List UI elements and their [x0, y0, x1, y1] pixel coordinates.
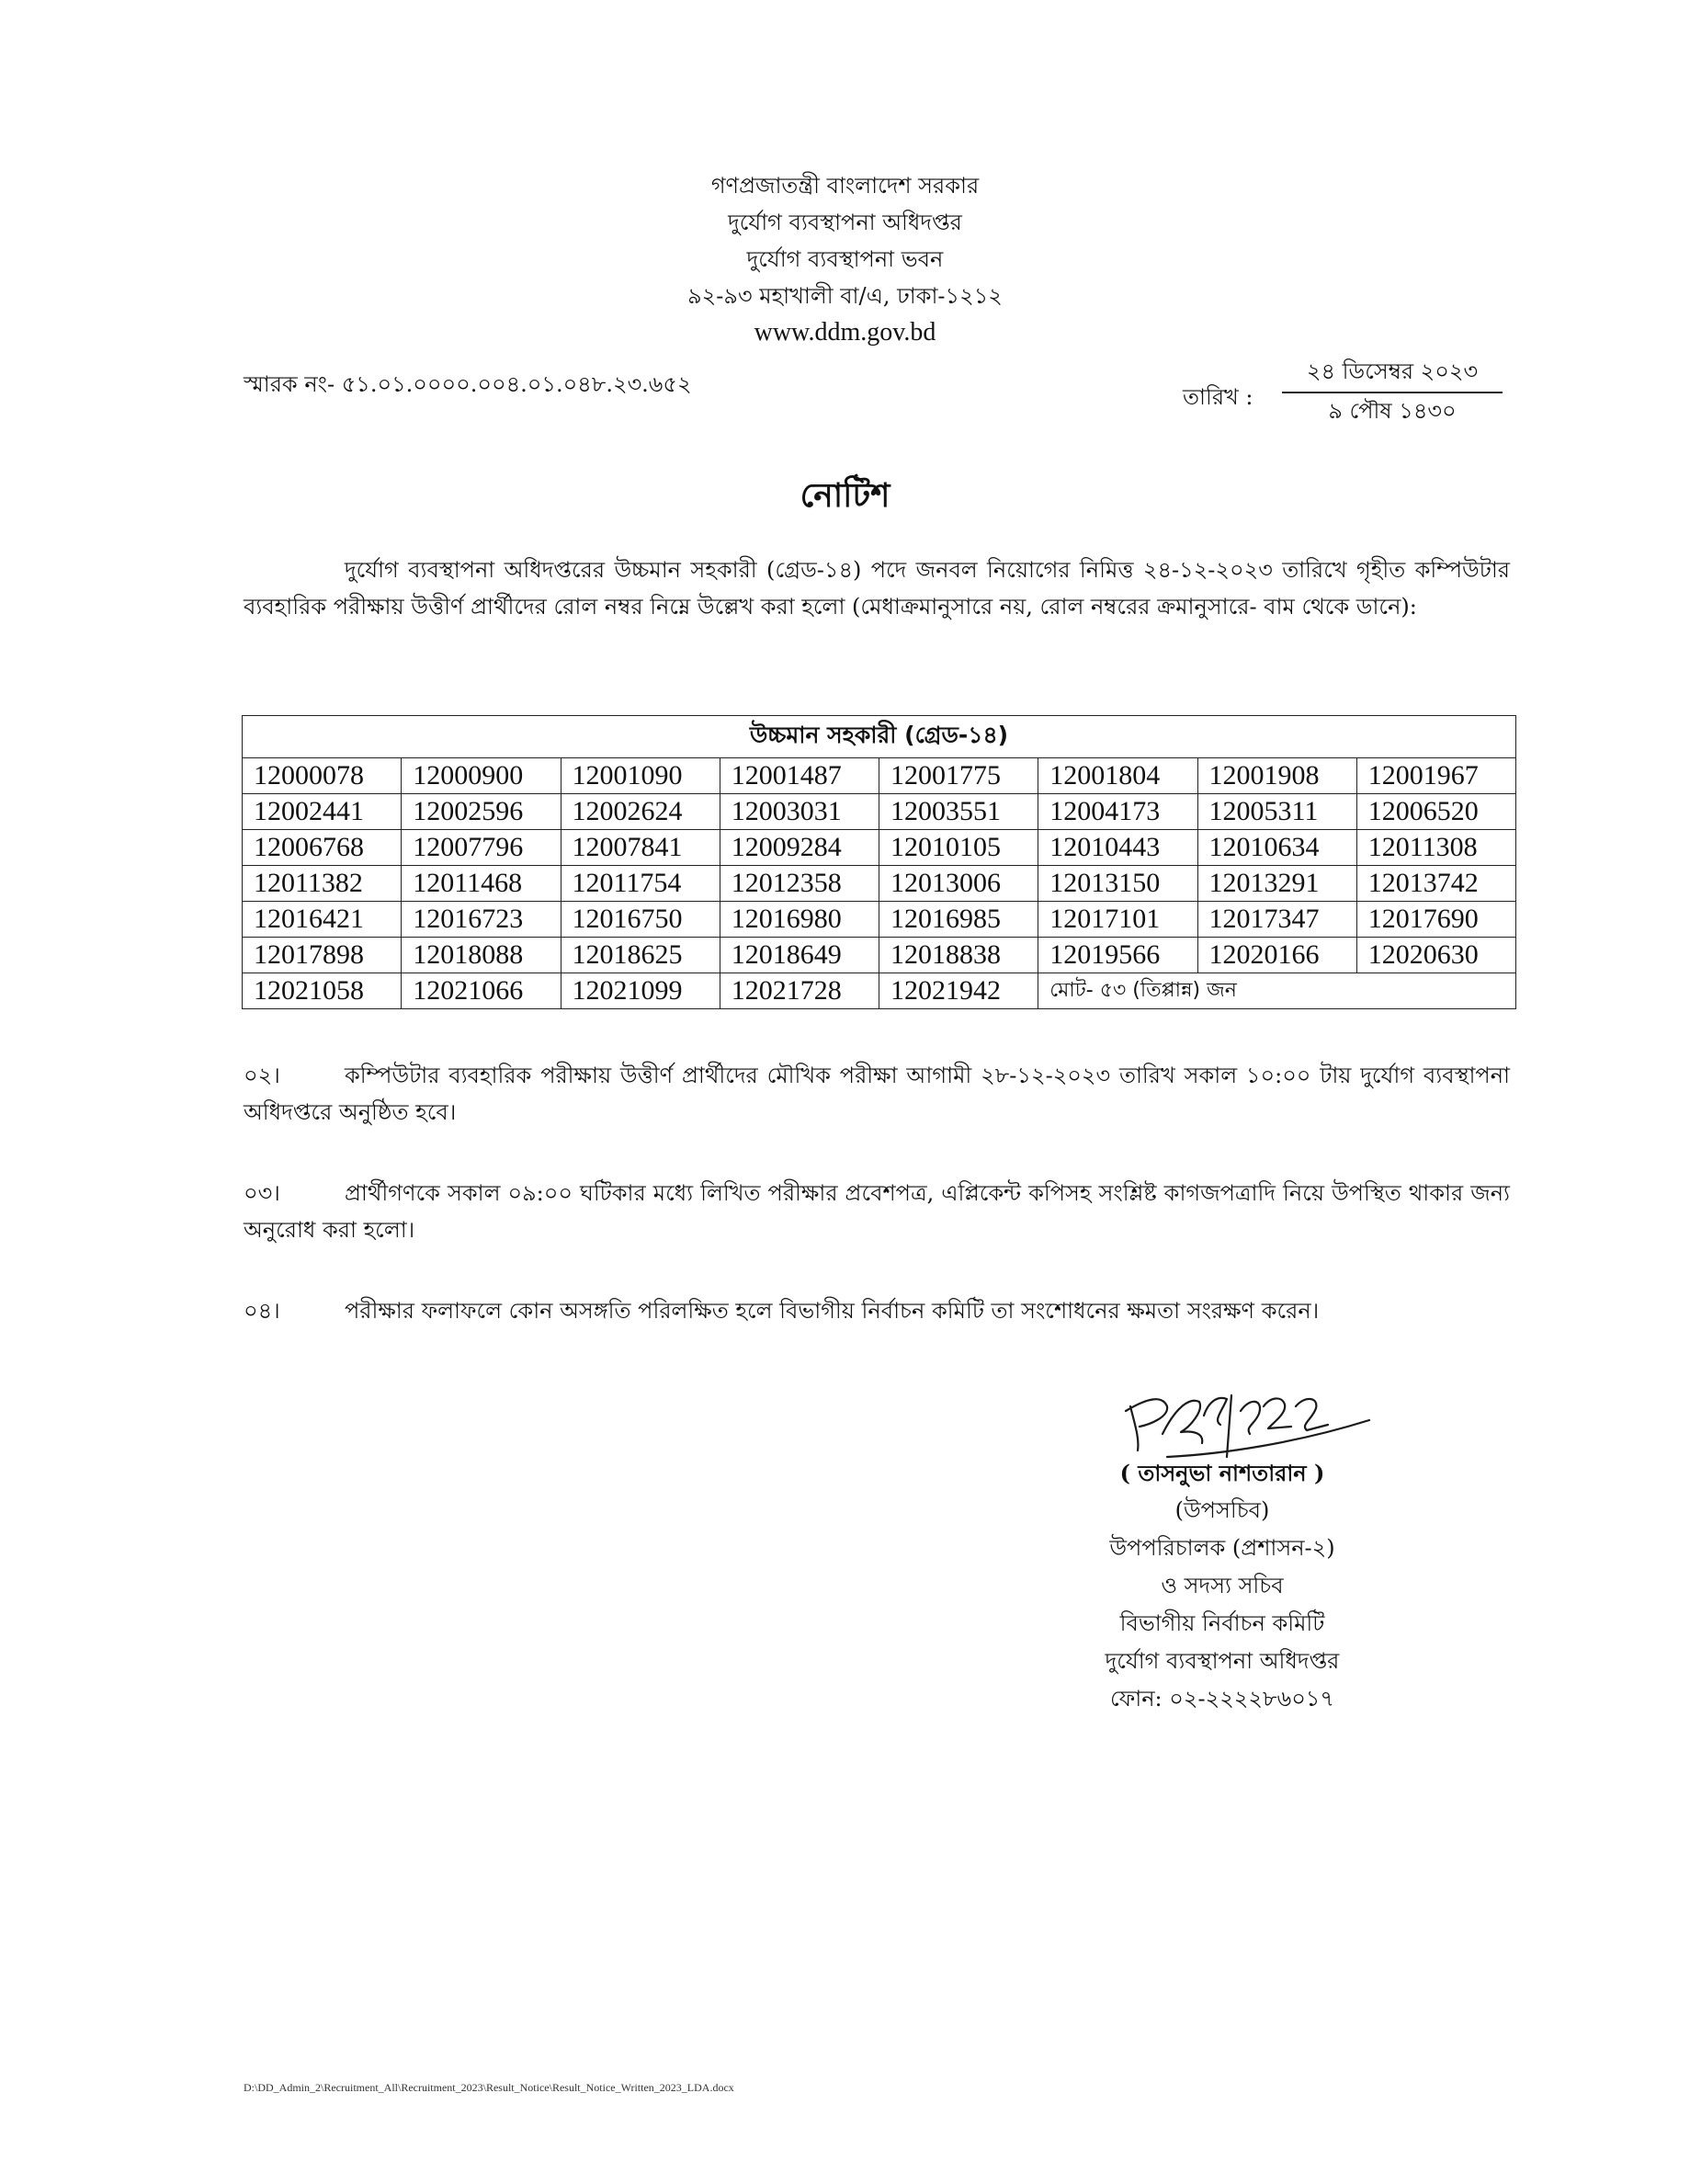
roll-number-cell: 12013742: [1356, 866, 1515, 902]
total-count-cell: মোট- ৫৩ (তিপ্পান্ন) জন: [1038, 973, 1516, 1009]
roll-number-cell: 12016750: [561, 902, 720, 938]
table-row: [243, 794, 1516, 830]
date-label: তারিখ :: [1183, 384, 1253, 410]
table-row: [243, 938, 1516, 973]
point-number: ০২।: [244, 1063, 280, 1088]
table-row: [243, 866, 1516, 902]
roll-number-cell: 12019566: [1038, 938, 1197, 973]
roll-number-cell: 12010443: [1038, 830, 1197, 866]
signatory-committee: বিভাগীয় নির্বাচন কমিটি: [1119, 1610, 1325, 1636]
roll-number-cell: 12018088: [402, 938, 561, 973]
roll-number-cell: 12001090: [561, 758, 720, 794]
roll-number-cell: 12013291: [1197, 866, 1356, 902]
signatory-phone: ফোন: ০২-২২২২৮৬০১৭: [1110, 1686, 1334, 1712]
roll-number-cell: 12010634: [1197, 830, 1356, 866]
roll-number-cell: 12001804: [1038, 758, 1197, 794]
roll-number-cell: 12021099: [561, 973, 720, 1009]
roll-number-cell: 12003551: [879, 794, 1038, 830]
point-04: [244, 1292, 1510, 1329]
table-row: [243, 758, 1516, 794]
roll-number-cell: 12021058: [243, 973, 402, 1009]
roll-number-cell: 12017898: [243, 938, 402, 973]
roll-number-cell: 12005311: [1197, 794, 1356, 830]
roll-number-cell: 12017101: [1038, 902, 1197, 938]
roll-number-cell: 12013150: [1038, 866, 1197, 902]
roll-number-cell: 12000078: [243, 758, 402, 794]
roll-number-cell: 12017347: [1197, 902, 1356, 938]
roll-number-cell: 12018625: [561, 938, 720, 973]
table-body: [243, 758, 1516, 1009]
roll-number-cell: 12013006: [879, 866, 1038, 902]
signatory-office: দুর্যোগ ব্যবস্থাপনা অধিদপ্তর: [1105, 1648, 1340, 1674]
roll-number-cell: 12007841: [561, 830, 720, 866]
roll-number-cell: 12020630: [1356, 938, 1515, 973]
roll-number-cell: 12016723: [402, 902, 561, 938]
point-text: প্রার্থীগণকে সকাল ০৯:০০ ঘটিকার মধ্যে লিখিত পরীক্ষার প্রবেশপত্র, এপ্লিকেন্ট কপিসহ সংশ্লিষ্ট কাগজপত্রাদি নিয়ে উপস্থিত থাকার জন্য অনুরোধ করা হলো।: [244, 1180, 1510, 1243]
table-row: [243, 830, 1516, 866]
notice-title: নোটিশ: [800, 476, 890, 515]
memo-number: স্মারক নং- ৫১.০১.০০০০.০০৪.০১.০৪৮.২৩.৬৫২: [244, 371, 692, 397]
signatory-name: ( তাসনুভা নাশতারান ): [1119, 1460, 1325, 1486]
roll-number-cell: 12021728: [720, 973, 879, 1009]
government-name: গণপ্রজাতন্ত্রী বাংলাদেশ সরকার: [710, 173, 980, 199]
date-bangla: ৯ পৌষ ১৪৩০: [1328, 398, 1457, 424]
table-row: [243, 973, 1516, 1009]
roll-number-cell: 12004173: [1038, 794, 1197, 830]
signatory-designation: উপপরিচালক (প্রশাসন-২): [1109, 1535, 1335, 1561]
roll-number-cell: 12011382: [243, 866, 402, 902]
roll-number-cell: 12012358: [720, 866, 879, 902]
point-02: [244, 1057, 1510, 1131]
roll-number-cell: 12002596: [402, 794, 561, 830]
point-number: ০৪।: [244, 1298, 280, 1324]
signatory-role: ও সদস্য সচিব: [1161, 1573, 1284, 1598]
point-03: [244, 1175, 1510, 1248]
department-name: দুর্যোগ ব্যবস্থাপনা অধিদপ্তর: [728, 210, 962, 235]
roll-number-cell: 12001487: [720, 758, 879, 794]
roll-number-cell: 12001967: [1356, 758, 1515, 794]
letterhead: [0, 167, 1690, 351]
roll-number-cell: 12003031: [720, 794, 879, 830]
signatory-rank: (উপসচিব): [1174, 1497, 1270, 1523]
roll-number-cell: 12002624: [561, 794, 720, 830]
roll-number-cell: 12006768: [243, 830, 402, 866]
signatory-block: [974, 1454, 1470, 1718]
roll-number-cell: 12000900: [402, 758, 561, 794]
roll-number-cell: 12018838: [879, 938, 1038, 973]
roll-number-cell: 12001908: [1197, 758, 1356, 794]
address: ৯২-৯৩ মহাখালী বা/এ, ঢাকা-১২১২: [687, 283, 1003, 309]
point-text: পরীক্ষার ফলাফলে কোন অসঙ্গতি পরিলক্ষিত হলে বিভাগীয় নির্বাচন কমিটি তা সংশোধনের ক্ষমতা সংরক্ষণ করেন।: [345, 1298, 1320, 1324]
roll-number-cell: 12011308: [1356, 830, 1515, 866]
date-gregorian: ২৪ ডিসেম্বর ২০২৩: [1282, 355, 1503, 393]
table-row: [243, 902, 1516, 938]
point-number: ০৩।: [244, 1180, 280, 1206]
roll-number-cell: 12017690: [1356, 902, 1515, 938]
roll-number-cell: 12016985: [879, 902, 1038, 938]
roll-number-cell: 12011754: [561, 866, 720, 902]
roll-number-cell: 12021942: [879, 973, 1038, 1009]
roll-number-cell: 12009284: [720, 830, 879, 866]
roll-number-cell: 12021066: [402, 973, 561, 1009]
roll-number-cell: 12011468: [402, 866, 561, 902]
table-heading: উচ্চমান সহকারী (গ্রেড-১৪): [243, 716, 1516, 758]
roll-number-cell: 12016980: [720, 902, 879, 938]
point-text: কম্পিউটার ব্যবহারিক পরীক্ষায় উত্তীর্ণ প্রার্থীদের মৌখিক পরীক্ষা আগামী ২৮-১২-২০২৩ তারিখ সকাল ১০:০০ টায় দুর্যোগ ব্যবস্থাপনা অধিদপ্তরে অনুষ্ঠিত হবে।: [244, 1063, 1510, 1125]
building-name: দুর্যোগ ব্যবস্থাপনা ভবন: [746, 246, 944, 272]
roll-number-cell: 12020166: [1197, 938, 1356, 973]
roll-number-cell: 12010105: [879, 830, 1038, 866]
roll-number-cell: 12018649: [720, 938, 879, 973]
roll-number-cell: 12007796: [402, 830, 561, 866]
website: www.ddm.gov.bd: [754, 318, 936, 347]
roll-number-cell: 12002441: [243, 794, 402, 830]
intro-paragraph: দুর্যোগ ব্যবস্থাপনা অধিদপ্তরের উচ্চমান সহকারী (গ্রেড-১৪) পদে জনবল নিয়োগের নিমিত্ত ২৪-১২-২০২৩ তারিখে গৃহীত কম্পিউটার ব্যবহারিক পরীক্ষায় উত্তীর্ণ প্রার্থীদের রোল নম্বর নিম্নে উল্লেখ করা হলো (মেধাক্রমানুসারে নয়, রোল নম্বরের ক্রমানুসারে- বাম থেকে ডানে):: [244, 557, 1510, 620]
roll-number-cell: 12006520: [1356, 794, 1515, 830]
roll-number-table: [242, 715, 1516, 1009]
roll-number-cell: 12001775: [879, 758, 1038, 794]
roll-number-cell: 12016421: [243, 902, 402, 938]
file-path-footer: D:\DD_Admin_2\Recruitment_All\Recruitment_2023\Result_Notice\Result_Notice_Written_2023_LDA.docx: [244, 2081, 734, 2094]
